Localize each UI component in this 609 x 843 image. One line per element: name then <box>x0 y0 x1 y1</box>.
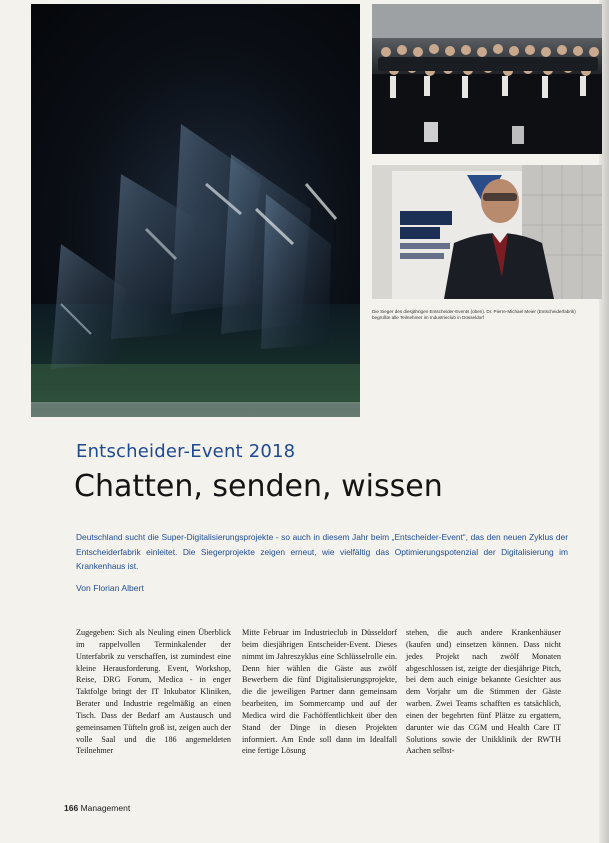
speaker-illustration <box>372 165 602 299</box>
section-name: Management <box>80 803 131 813</box>
page-footer <box>64 803 130 813</box>
article-headline: Chatten, senden, wissen <box>74 469 443 504</box>
page-number: 166 <box>64 803 79 813</box>
photo-caption: Die Sieger des diesjährigen Entscheider-Events (oben). Dr. Pierre-Michael Meier (Entscheiderfabrik) begrüßte alle Teilnehmer im Industrieclub in Düsseldorf <box>372 309 576 321</box>
body-column-3: stehen, die auch andere Krankenhäuser (kaufen und) einsetzen können. Dass nicht jedes Projekt nach zwölf Monaten abgeschlossen ist, zeigte der diesjährige Pitch, bei dem auch einige bekannte Gesichter aus dem Vorjahr um die Stimmen der Gäste warben. Zwei Teams schafften es tatsächlich, einen der begehrten fünf Plätze zu ergattern, darunter wie das CGM und Health Care IT Solutions sowie der Unikklinik der RWTH Aachen selbst- <box>406 628 561 756</box>
trophies-photo <box>31 4 360 417</box>
article-kicker: Entscheider-Event 2018 <box>76 441 296 462</box>
winners-group-photo <box>372 4 602 154</box>
group-illustration <box>372 4 602 154</box>
body-column-1: Zugegeben: Sich als Neuling einen Überblick im rappelvollen Terminkalender der Unterfabrik zu verschaffen, ist zumindest eine kleine Herausforderung. Event, Workshop, Reise, DRG Forum, Medica - in enger Taktfolge bringt der IT Inkubator Kliniken, Berater und Industrie regelmäßig an einen Tisch. Dass der Bedarf am Austausch und gemeinsamen Tüfteln groß ist, zeigen auch der volle Saal und die 186 angemeldeten Teilnehmer <box>76 628 231 756</box>
trophies-illustration <box>31 4 360 417</box>
body-column-2: Mitte Februar im Industrieclub in Düsseldorf beim diesjährigen Entscheider-Event. Dieses nimmt im Jahreszyklus eine Schlüsselrolle ein. Denn hier wählen die Gäste aus zwölf Bewerbern die fünf Digitalisierungsprojekte, die die jeweiligen Partner dann gemeinsam bearbeiten, im Sommercamp und auf der Medica wird die Fachöffentlichkeit über den Stand der Dinge in diesen Projekten informiert. Am Ende soll dann im Idealfall eine fertige Lösung <box>242 628 397 756</box>
article-lead: Deutschland sucht die Super-Digitalisierungsprojekte - so auch in diesem Jahr beim „Entscheider-Event“, das den neuen Zyklus der Entscheiderfabrik einleitet. Die Siegerprojekte zeigen erneut, wie vielfältig das Optimierungspotenzial der Digitalisierung im Krankenhaus ist. <box>76 532 568 571</box>
speaker-photo <box>372 165 602 299</box>
article-byline: Von Florian Albert <box>76 583 144 593</box>
